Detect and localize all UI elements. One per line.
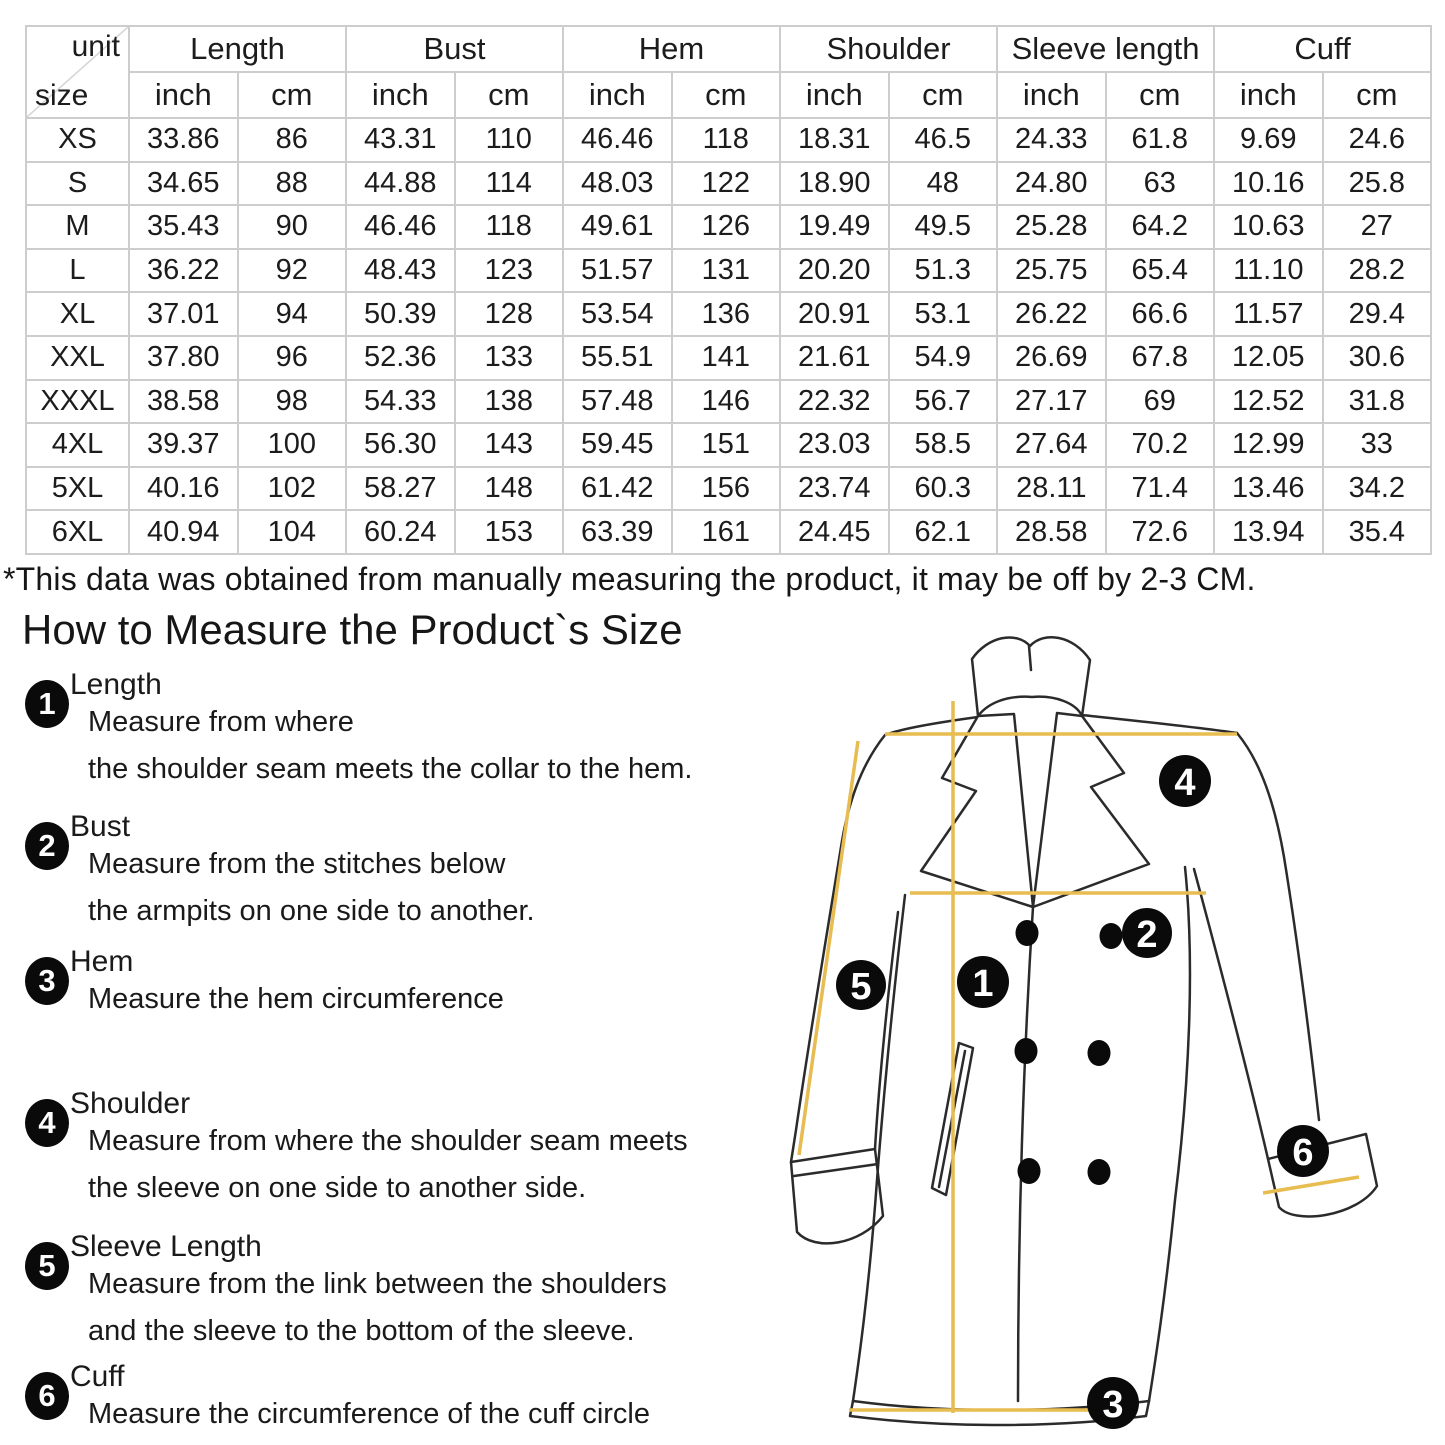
measure-item-title: Bust (70, 810, 131, 843)
value-cell: 33 (1323, 423, 1432, 467)
svg-text:1: 1 (972, 963, 994, 1005)
column-header-length: Length (129, 26, 346, 72)
table-header-row-units (26, 72, 1431, 118)
measure-item-title: Length (70, 668, 162, 701)
measurement-disclaimer: *This data was obtained from manually measuring the product, it may be off by 2-3 CM. (3, 561, 1256, 597)
howto-heading: How to Measure the Product`s Size (22, 606, 683, 653)
value-cell: 56.7 (889, 380, 998, 424)
marker-3 (1087, 1377, 1139, 1429)
value-cell: 133 (455, 336, 564, 380)
size-label: size (35, 79, 89, 112)
value-cell: 94 (238, 292, 347, 336)
unit-header: cm (889, 72, 998, 118)
value-cell: 30.6 (1323, 336, 1432, 380)
unit-header: cm (1106, 72, 1215, 118)
marker-1 (957, 956, 1009, 1008)
value-cell: 110 (455, 118, 564, 162)
table-row (26, 162, 1431, 206)
column-header-shoulder: Shoulder (780, 26, 997, 72)
step-4-badge (25, 1099, 69, 1147)
step-number: 3 (38, 963, 56, 998)
coat-measurement-diagram (745, 615, 1445, 1445)
value-cell: 151 (672, 423, 781, 467)
step-number: 6 (38, 1378, 56, 1413)
value-cell: 31.8 (1323, 380, 1432, 424)
marker-4 (1159, 755, 1211, 807)
value-cell: 104 (238, 510, 347, 554)
value-cell: 48.43 (346, 249, 455, 293)
value-cell: 20.20 (780, 249, 889, 293)
value-cell: 33.86 (129, 118, 238, 162)
value-cell: 58.5 (889, 423, 998, 467)
value-cell: 50.39 (346, 292, 455, 336)
value-cell: 24.80 (997, 162, 1106, 206)
value-cell: 46.46 (346, 205, 455, 249)
size-cell: 6XL (26, 510, 129, 554)
measure-item-text: the sleeve on one side to another side. (88, 1172, 587, 1204)
measure-item-hem (25, 945, 725, 1016)
value-cell: 54.9 (889, 336, 998, 380)
value-cell: 20.91 (780, 292, 889, 336)
value-cell: 21.61 (780, 336, 889, 380)
value-cell: 72.6 (1106, 510, 1215, 554)
value-cell: 141 (672, 336, 781, 380)
table-row (26, 292, 1431, 336)
value-cell: 96 (238, 336, 347, 380)
value-cell: 40.16 (129, 467, 238, 511)
value-cell: 128 (455, 292, 564, 336)
value-cell: 53.54 (563, 292, 672, 336)
value-cell: 153 (455, 510, 564, 554)
svg-text:5: 5 (850, 966, 872, 1008)
value-cell: 28.58 (997, 510, 1106, 554)
value-cell: 25.8 (1323, 162, 1432, 206)
marker-5 (836, 960, 886, 1010)
value-cell: 55.51 (563, 336, 672, 380)
size-cell: XXXL (26, 380, 129, 424)
value-cell: 69 (1106, 380, 1215, 424)
value-cell: 46.5 (889, 118, 998, 162)
measure-item-text: Measure the circumference of the cuff circle (88, 1398, 650, 1430)
column-header-cuff: Cuff (1214, 26, 1431, 72)
value-cell: 123 (455, 249, 564, 293)
coat-front-edge (1018, 907, 1033, 1401)
value-cell: 51.3 (889, 249, 998, 293)
measure-item-title: Hem (70, 945, 134, 978)
value-cell: 48.03 (563, 162, 672, 206)
value-cell: 18.31 (780, 118, 889, 162)
measure-item-text: the armpits on one side to another. (88, 895, 535, 927)
value-cell: 36.22 (129, 249, 238, 293)
size-cell: S (26, 162, 129, 206)
size-cell: XS (26, 118, 129, 162)
unit-header: cm (455, 72, 564, 118)
coat-right-sleeve-outline (1237, 733, 1319, 1120)
value-cell: 146 (672, 380, 781, 424)
value-cell: 24.33 (997, 118, 1106, 162)
value-cell: 12.99 (1214, 423, 1323, 467)
measure-item-text: the shoulder seam meets the collar to the hem. (88, 753, 693, 785)
value-cell: 25.75 (997, 249, 1106, 293)
value-cell: 10.63 (1214, 205, 1323, 249)
value-cell: 56.30 (346, 423, 455, 467)
value-cell: 60.24 (346, 510, 455, 554)
table-row (26, 205, 1431, 249)
table-row (26, 510, 1431, 554)
value-cell: 102 (238, 467, 347, 511)
coat-right-shoulder-seam (1082, 715, 1237, 733)
unit-header: cm (1323, 72, 1432, 118)
value-cell: 25.28 (997, 205, 1106, 249)
size-cell: L (26, 249, 129, 293)
value-cell: 24.6 (1323, 118, 1432, 162)
value-cell: 27.17 (997, 380, 1106, 424)
table-header-row-groups (26, 26, 1431, 72)
measure-item-bust (25, 810, 725, 928)
value-cell: 34.65 (129, 162, 238, 206)
value-cell: 37.80 (129, 336, 238, 380)
value-cell: 48 (889, 162, 998, 206)
table-row (26, 423, 1431, 467)
value-cell: 35.4 (1323, 510, 1432, 554)
svg-text:3: 3 (1102, 1384, 1124, 1426)
step-3-badge (25, 957, 69, 1005)
value-cell: 63 (1106, 162, 1215, 206)
value-cell: 52.36 (346, 336, 455, 380)
value-cell: 28.2 (1323, 249, 1432, 293)
value-cell: 37.01 (129, 292, 238, 336)
column-header-hem: Hem (563, 26, 780, 72)
value-cell: 12.05 (1214, 336, 1323, 380)
unit-header: inch (563, 72, 672, 118)
value-cell: 44.88 (346, 162, 455, 206)
measure-item-sleeve-length (25, 1230, 725, 1348)
table-row (26, 336, 1431, 380)
measure-item-text: Measure from where the shoulder seam meets (88, 1125, 688, 1157)
value-cell: 88 (238, 162, 347, 206)
step-number: 5 (38, 1248, 56, 1283)
coat-button (1015, 1038, 1038, 1064)
value-cell: 61.8 (1106, 118, 1215, 162)
value-cell: 23.03 (780, 423, 889, 467)
value-cell: 24.45 (780, 510, 889, 554)
value-cell: 148 (455, 467, 564, 511)
value-cell: 65.4 (1106, 249, 1215, 293)
step-6-badge (25, 1372, 69, 1420)
measure-item-text: Measure the hem circumference (88, 983, 504, 1015)
value-cell: 118 (455, 205, 564, 249)
measure-item-title: Shoulder (70, 1087, 191, 1120)
size-cell: XXL (26, 336, 129, 380)
value-cell: 114 (455, 162, 564, 206)
step-1-badge (25, 680, 69, 728)
value-cell: 28.11 (997, 467, 1106, 511)
value-cell: 118 (672, 118, 781, 162)
value-cell: 40.94 (129, 510, 238, 554)
value-cell: 71.4 (1106, 467, 1215, 511)
value-cell: 143 (455, 423, 564, 467)
value-cell: 59.45 (563, 423, 672, 467)
value-cell: 62.1 (889, 510, 998, 554)
measure-item-shoulder (25, 1087, 725, 1205)
value-cell: 43.31 (346, 118, 455, 162)
value-cell: 58.27 (346, 467, 455, 511)
coat-left-lapel (921, 714, 1033, 907)
value-cell: 63.39 (563, 510, 672, 554)
measure-item-text: Measure from where (88, 706, 354, 738)
step-2-badge (25, 822, 69, 870)
coat-button (1018, 1158, 1041, 1184)
table-row (26, 118, 1431, 162)
unit-header: inch (997, 72, 1106, 118)
size-table-body (26, 118, 1431, 554)
table-row (26, 249, 1431, 293)
unit-header: cm (238, 72, 347, 118)
step-number: 4 (38, 1105, 56, 1140)
value-cell: 22.32 (780, 380, 889, 424)
value-cell: 26.69 (997, 336, 1106, 380)
size-cell: 5XL (26, 467, 129, 511)
unit-size-corner-cell (26, 26, 129, 118)
step-5-badge (25, 1242, 69, 1290)
unit-header: inch (1214, 72, 1323, 118)
value-cell: 90 (238, 205, 347, 249)
value-cell: 23.74 (780, 467, 889, 511)
unit-header: inch (346, 72, 455, 118)
value-cell: 13.94 (1214, 510, 1323, 554)
column-header-bust: Bust (346, 26, 563, 72)
measure-item-title: Cuff (70, 1360, 125, 1393)
size-cell: M (26, 205, 129, 249)
value-cell: 11.57 (1214, 292, 1323, 336)
table-row (26, 467, 1431, 511)
value-cell: 131 (672, 249, 781, 293)
value-cell: 57.48 (563, 380, 672, 424)
value-cell: 9.69 (1214, 118, 1323, 162)
value-cell: 35.43 (129, 205, 238, 249)
value-cell: 49.61 (563, 205, 672, 249)
svg-text:6: 6 (1292, 1132, 1314, 1174)
coat-collar (972, 637, 1090, 716)
measure-item-text: and the sleeve to the bottom of the sleeve. (88, 1315, 635, 1347)
step-number: 1 (38, 686, 56, 721)
marker-2 (1122, 908, 1172, 958)
value-cell: 156 (672, 467, 781, 511)
value-cell: 39.37 (129, 423, 238, 467)
measure-item-cuff (25, 1360, 725, 1431)
value-cell: 98 (238, 380, 347, 424)
measure-item-text: Measure from the link between the shoulders (88, 1268, 667, 1300)
coat-button (1100, 923, 1123, 949)
svg-text:4: 4 (1174, 762, 1196, 804)
value-cell: 54.33 (346, 380, 455, 424)
sleeve-measure-line (799, 741, 858, 1155)
coat-button (1016, 920, 1039, 946)
coat-button (1088, 1040, 1111, 1066)
value-cell: 100 (238, 423, 347, 467)
coat-left-cuff (791, 1149, 883, 1243)
value-cell: 161 (672, 510, 781, 554)
value-cell: 46.46 (563, 118, 672, 162)
value-cell: 70.2 (1106, 423, 1215, 467)
value-cell: 126 (672, 205, 781, 249)
value-cell: 64.2 (1106, 205, 1215, 249)
value-cell: 61.42 (563, 467, 672, 511)
value-cell: 26.22 (997, 292, 1106, 336)
measure-item-length (25, 668, 725, 786)
measure-item-text: Measure from the stitches below (88, 848, 506, 880)
value-cell: 29.4 (1323, 292, 1432, 336)
unit-header: inch (129, 72, 238, 118)
value-cell: 53.1 (889, 292, 998, 336)
coat-right-sleeve-inner (1194, 869, 1268, 1159)
value-cell: 11.10 (1214, 249, 1323, 293)
value-cell: 49.5 (889, 205, 998, 249)
column-header-sleeve-length: Sleeve length (997, 26, 1214, 72)
value-cell: 66.6 (1106, 292, 1215, 336)
value-cell: 86 (238, 118, 347, 162)
measure-item-title: Sleeve Length (70, 1230, 262, 1263)
value-cell: 67.8 (1106, 336, 1215, 380)
unit-label: unit (71, 30, 120, 63)
coat-left-sleeve-inner (875, 912, 898, 1149)
size-cell: 4XL (26, 423, 129, 467)
value-cell: 18.90 (780, 162, 889, 206)
size-cell: XL (26, 292, 129, 336)
value-cell: 51.57 (563, 249, 672, 293)
unit-header: cm (672, 72, 781, 118)
size-chart-table (25, 25, 1432, 555)
value-cell: 13.46 (1214, 467, 1323, 511)
value-cell: 60.3 (889, 467, 998, 511)
value-cell: 27 (1323, 205, 1432, 249)
value-cell: 92 (238, 249, 347, 293)
value-cell: 122 (672, 162, 781, 206)
svg-text:2: 2 (1136, 914, 1158, 956)
marker-6 (1277, 1125, 1329, 1177)
value-cell: 10.16 (1214, 162, 1323, 206)
value-cell: 138 (455, 380, 564, 424)
value-cell: 38.58 (129, 380, 238, 424)
value-cell: 136 (672, 292, 781, 336)
step-number: 2 (38, 828, 56, 863)
value-cell: 34.2 (1323, 467, 1432, 511)
value-cell: 27.64 (997, 423, 1106, 467)
value-cell: 12.52 (1214, 380, 1323, 424)
value-cell: 19.49 (780, 205, 889, 249)
table-row (26, 380, 1431, 424)
unit-header: inch (780, 72, 889, 118)
coat-button (1088, 1159, 1111, 1185)
coat-right-lapel (1033, 713, 1149, 907)
